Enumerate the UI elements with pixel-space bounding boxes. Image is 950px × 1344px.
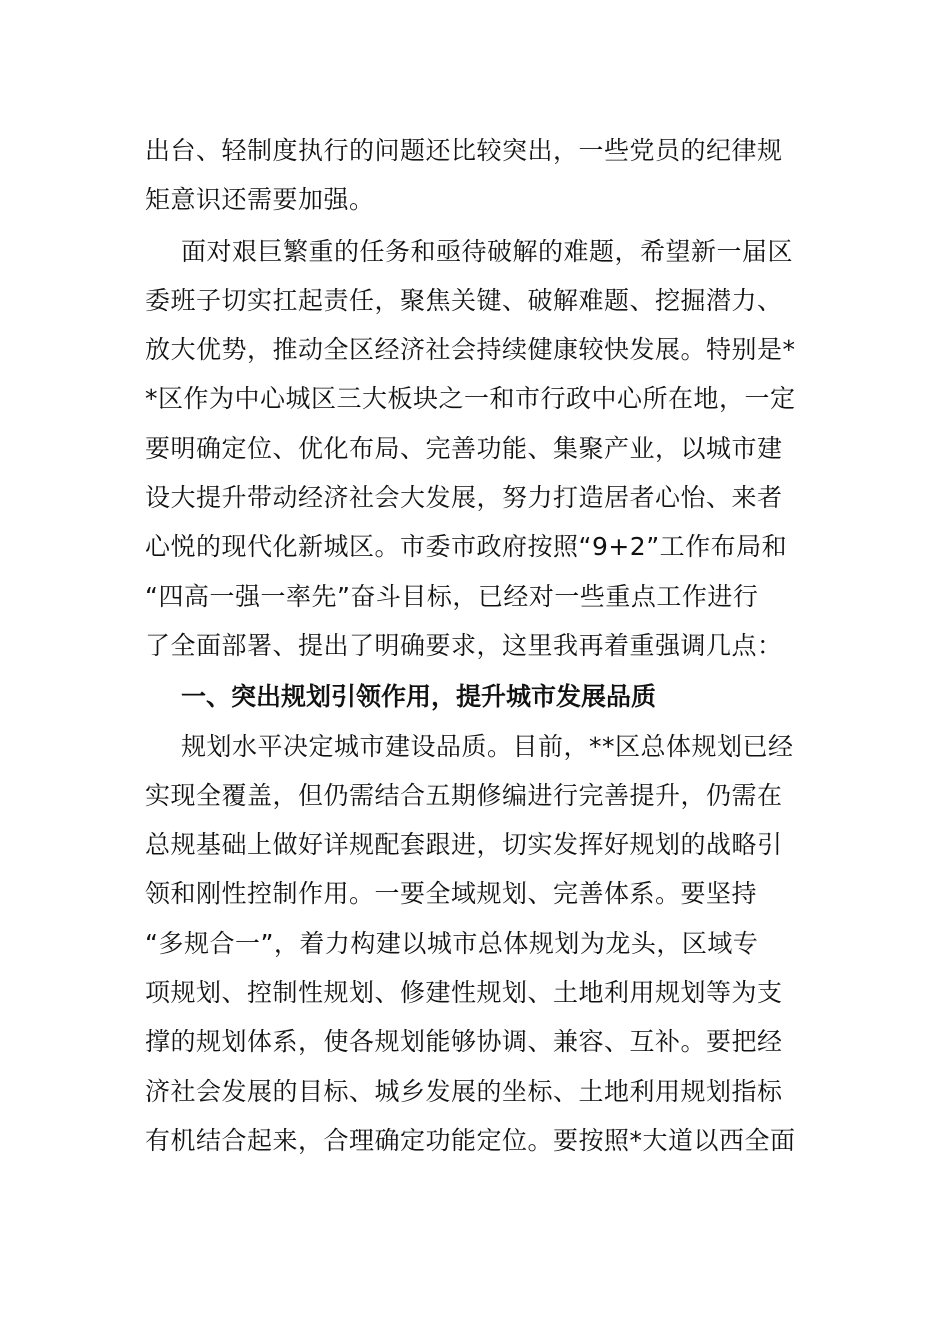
text-line: 了全面部署、提出了明确要求，这里我再着重强调几点： (145, 630, 783, 660)
text-line: “四高一强一率先”奋斗目标，已经对一些重点工作进行 (145, 581, 759, 611)
paragraph-3 (145, 722, 811, 1166)
text-line: 委班子切实扛起责任，聚焦关键、破解难题、挖掘潜力、 (145, 285, 783, 315)
text-line: 济社会发展的目标、城乡发展的坐标、土地利用规划指标 (145, 1076, 783, 1106)
text-line: *区作为中心城区三大板块之一和市行政中心所在地，一定 (145, 384, 796, 414)
paragraph-2 (145, 227, 811, 671)
text-line: 实现全覆盖，但仍需结合五期修编进行完善提升，仍需在 (145, 780, 783, 810)
text-line: 面对艰巨繁重的任务和亟待破解的难题，希望新一届区 (181, 236, 794, 266)
text-line: 撑的规划体系，使各规划能够协调、兼容、互补。要把经 (145, 1027, 783, 1057)
text-line: 出台、轻制度执行的问题还比较突出，一些党员的纪律规 (145, 136, 783, 165)
text-line: 矩意识还需要加强。 (145, 185, 375, 215)
section-heading: 一、突出规划引领作用，提升城市发展品质 (181, 682, 657, 712)
text-line: “多规合一”，着力构建以城市总体规划为龙头，区域专 (145, 928, 759, 958)
text-line: 放大优势，推动全区经济社会持续健康较快发展。特别是* (145, 335, 796, 365)
text-line: 设大提升带动经济社会大发展，努力打造居者心怡、来者 (145, 483, 783, 513)
text-line: 总规基础上做好详规配套跟进，切实发挥好规划的战略引 (145, 830, 783, 860)
text-line: 心悦的现代化新城区。市委市政府按照“9+2”工作布局和 (145, 532, 788, 562)
text-line: 领和刚性控制作用。一要全域规划、完善体系。要坚持 (145, 879, 758, 909)
text-line: 要明确定位、优化布局、完善功能、集聚产业，以城市建 (145, 433, 783, 463)
text-line: 规划水平决定城市建设品质。目前，**区总体规划已经 (181, 731, 794, 761)
document-page (145, 126, 811, 1165)
text-line: 项规划、控制性规划、修建性规划、土地利用规划等为支 (145, 978, 783, 1008)
text-line: 有机结合起来，合理确定功能定位。要按照*大道以西全面 (145, 1125, 796, 1155)
paragraph-1 (145, 126, 811, 225)
